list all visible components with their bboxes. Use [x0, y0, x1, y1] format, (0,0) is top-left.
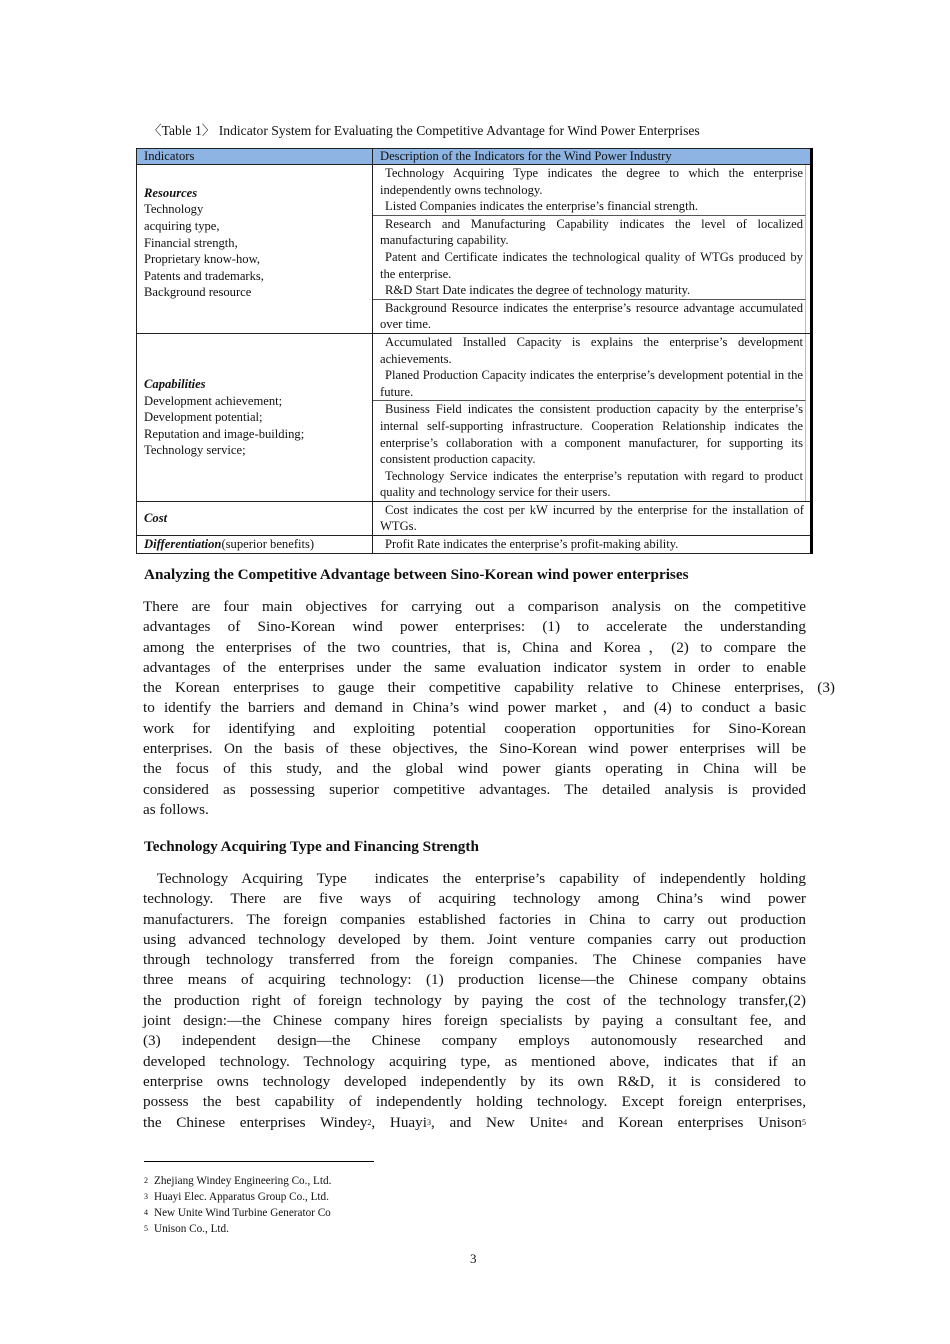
footnote-text: Huayi Elec. Apparatus Group Co., Ltd. [154, 1191, 329, 1203]
indicator-item: acquiring type, [144, 219, 220, 234]
indicator-term: Background Resource [385, 300, 499, 315]
indicator-term: Accumulated Installed Capacity [385, 334, 562, 349]
footnote-number: 5 [144, 1224, 148, 1233]
text-line: developed technology. Technology acquiring type, as mentioned above, indicates that if an [143, 1052, 806, 1070]
indicator-desc: indicates the enterprise’s reputation with regard to product quality and technology service for their users. [380, 468, 803, 500]
indicator-item: Development achievement; [144, 393, 283, 408]
text-line: to identify the barriers and demand in China’s wind power market，and (4) to conduct a basic [143, 699, 806, 717]
text-line: joint design:—the Chinese company hires foreign specialists by paying a consultant fee, and [143, 1012, 806, 1030]
text-line: work for identifying and exploiting potential cooperation opportunities for Sino-Korean [143, 719, 806, 737]
indicator-term: Technology Service [385, 468, 488, 483]
footnote-text: Zhejiang Windey Engineering Co., Ltd. [154, 1175, 332, 1187]
table-row-capabilities [137, 333, 812, 501]
indicator-term: R&D Start Date [385, 283, 467, 298]
indicator-desc: indicates the enterprise’s development potential in the future. [380, 368, 804, 399]
description-entry [380, 334, 803, 367]
indicator-desc: indicates the level of localized manufacturing capability. [380, 216, 803, 248]
text-line: enterprises. On the basis of these objectives, the Sino-Korean wind power enterprises will be [143, 740, 806, 758]
indicator-desc: indicates the technological quality of WTGs produced by the enterprise. [380, 249, 803, 281]
text-line: There are four main objectives for carrying out a comparison analysis on the competitive [143, 598, 806, 615]
table-row-resources [137, 165, 812, 334]
indicator-table [136, 148, 813, 554]
footnote [144, 1205, 331, 1221]
text-line: technology. There are five ways of acquiring technology among China’s wind power [143, 890, 806, 908]
indicator-desc: indicates the enterprise’s financial strength. [476, 199, 699, 214]
indicator-cell [137, 333, 373, 501]
category-label: Cost [144, 511, 168, 526]
category-label: Capabilities [144, 376, 206, 391]
description-entry [380, 468, 803, 501]
table-row-cost [137, 501, 812, 535]
footnote-number: 4 [144, 1208, 148, 1217]
description-group [373, 216, 806, 300]
description-entry [380, 249, 803, 282]
description-cell [373, 536, 812, 554]
indicator-cell [137, 165, 373, 334]
description-entry [380, 300, 803, 333]
category-label: Differentiation [144, 537, 222, 552]
text-fragment: , and New Unite [431, 1113, 564, 1131]
category-suffix: (superior benefits) [221, 537, 315, 552]
footnote-ref[interactable]: 4 [563, 1117, 568, 1127]
footnote-number: 3 [144, 1192, 148, 1201]
footnote-ref[interactable]: 5 [802, 1117, 806, 1127]
indicator-desc: indicates the degree of technology maturity. [466, 283, 691, 298]
footnote-divider [144, 1161, 374, 1162]
indicator-item: Proprietary know-how, [144, 252, 260, 267]
text-line: Technology Acquiring Type indicates the enterprise’s capability of independently holding [143, 870, 806, 887]
indicator-item: Reputation and image-building; [144, 426, 305, 441]
page-number: 3 [470, 1251, 477, 1266]
footnote [144, 1189, 331, 1205]
description-cell [373, 165, 812, 334]
text-line [143, 1113, 806, 1133]
text-line: enterprise owns technology developed independently by its own R&D, it is considered to [143, 1072, 806, 1090]
description-group [373, 300, 806, 333]
text-line: possess the best capability of independently holding technology. Except foreign enterprises, [143, 1093, 806, 1111]
indicator-item: Development potential; [144, 410, 263, 425]
indicator-term: Planed Production Capacity [385, 368, 527, 383]
footnote [144, 1173, 331, 1189]
description-entry [380, 216, 803, 249]
indicator-term: Technology Acquiring Type [385, 166, 539, 180]
description-entry [380, 502, 804, 535]
indicator-desc: indicates the consistent production capacity by the enterprise’s internal self-supporting infrastructure. Cooperation Relationship indicates the enterprise’s collaboration with a component manufacturer, for supporting its consistent production capacity. [380, 402, 803, 467]
description-entry [380, 282, 803, 299]
description-entry [380, 198, 803, 215]
indicator-term: Business Field [385, 402, 462, 417]
indicator-term: Patent and Certificate [385, 249, 498, 264]
section-heading-technology: Technology Acquiring Type and Financing Strength [144, 838, 479, 855]
indicator-desc: indicates the cost per kW incurred by the enterprise for the installation of WTGs. [380, 502, 804, 534]
text-line: three means of acquiring technology: (1) production license—the Chinese company obtains [143, 971, 806, 989]
table-header-row [137, 149, 812, 165]
indicator-item: Technology service; [144, 443, 246, 458]
indicator-item: Technology [144, 202, 204, 217]
text-line: among the enterprises of the two countries, that is, China and Korea，(2) to compare the [143, 638, 806, 656]
description-cell [373, 333, 812, 501]
text-fragment: and Korean enterprises Unison [567, 1113, 802, 1131]
table-row-differentiation [137, 536, 812, 554]
description-cell [373, 501, 812, 535]
indicator-term: Listed Companies [385, 199, 477, 214]
indicator-desc: is explains the enterprise’s development achievements. [380, 334, 803, 366]
text-line: the focus of this study, and the global wind power giants operating in China will be [143, 760, 806, 778]
paragraph-objectives [143, 597, 835, 820]
indicator-desc: indicates the enterprise’s profit-making ability. [439, 537, 679, 552]
text-line: the production right of foreign technology by paying the cost of the technology transfer,(2) [143, 991, 806, 1009]
footnote-number: 2 [144, 1176, 148, 1185]
description-group [373, 334, 806, 401]
indicator-desc: indicates the enterprise’s resource advantage accumulated over time. [380, 300, 803, 332]
text-line: (3) independent design—the Chinese company employs autonomously researched and [143, 1032, 806, 1050]
description-entry [380, 536, 804, 553]
header-description: Description of the Indicators for the Wind Power Industry [373, 149, 812, 165]
section-heading-analysis: Analyzing the Competitive Advantage between Sino-Korean wind power enterprises [144, 566, 689, 583]
description-group [373, 401, 806, 501]
table-caption: 〈Table 1〉 Indicator System for Evaluating the Competitive Advantage for Wind Power Enterprises [148, 123, 700, 138]
text-line: as follows. [143, 800, 209, 818]
text-line: through technology transferred from the foreign companies. The Chinese companies have [143, 951, 806, 969]
text-line: manufacturers. The foreign companies established factories in China to carry out production [143, 910, 806, 928]
text-line: considered as possessing superior competitive advantages. The detailed analysis is provided [143, 780, 806, 798]
footnote-ref[interactable]: 3 [427, 1117, 431, 1127]
description-entry [380, 401, 803, 467]
indicator-term: Cost [385, 502, 409, 517]
description-group [373, 165, 806, 216]
footnote-text: New Unite Wind Turbine Generator Co [154, 1207, 331, 1219]
description-entry [380, 367, 803, 400]
footnote [144, 1221, 331, 1237]
category-label: Resources [144, 185, 198, 200]
indicator-term: Profit Rate [385, 537, 440, 552]
description-group [373, 536, 806, 553]
indicator-term: Research and Manufacturing Capability [385, 216, 609, 231]
indicator-cell [137, 536, 373, 554]
indicator-item: Patents and trademarks, [144, 268, 264, 283]
text-line: advantages of Sino-Korean wind power enterprises: (1) to accelerate the understanding [143, 618, 806, 636]
indicator-item: Financial strength, [144, 235, 238, 250]
description-entry [380, 165, 803, 198]
footnotes [144, 1173, 331, 1237]
footnote-ref[interactable]: 2 [367, 1117, 372, 1127]
footnote-text: Unison Co., Ltd. [154, 1223, 229, 1235]
indicator-desc: indicates the degree to which the enterprise independently owns technology. [380, 166, 803, 197]
text-fragment: the Chinese enterprises Windey [143, 1113, 368, 1131]
text-line: using advanced technology developed by them. Joint venture companies carry out production [143, 930, 806, 948]
text-fragment: , Huayi [371, 1113, 427, 1131]
text-line: the Korean enterprises to gauge their competitive capability relative to Chinese enterprises, (3) [143, 679, 835, 697]
indicator-item: Background resource [144, 285, 252, 300]
text-line: advantages of the enterprises under the same evaluation indicator system in order to enable [143, 658, 806, 676]
indicator-cell [137, 501, 373, 535]
description-group [373, 502, 806, 535]
paragraph-technology [143, 869, 806, 1133]
header-indicators: Indicators [137, 149, 373, 165]
